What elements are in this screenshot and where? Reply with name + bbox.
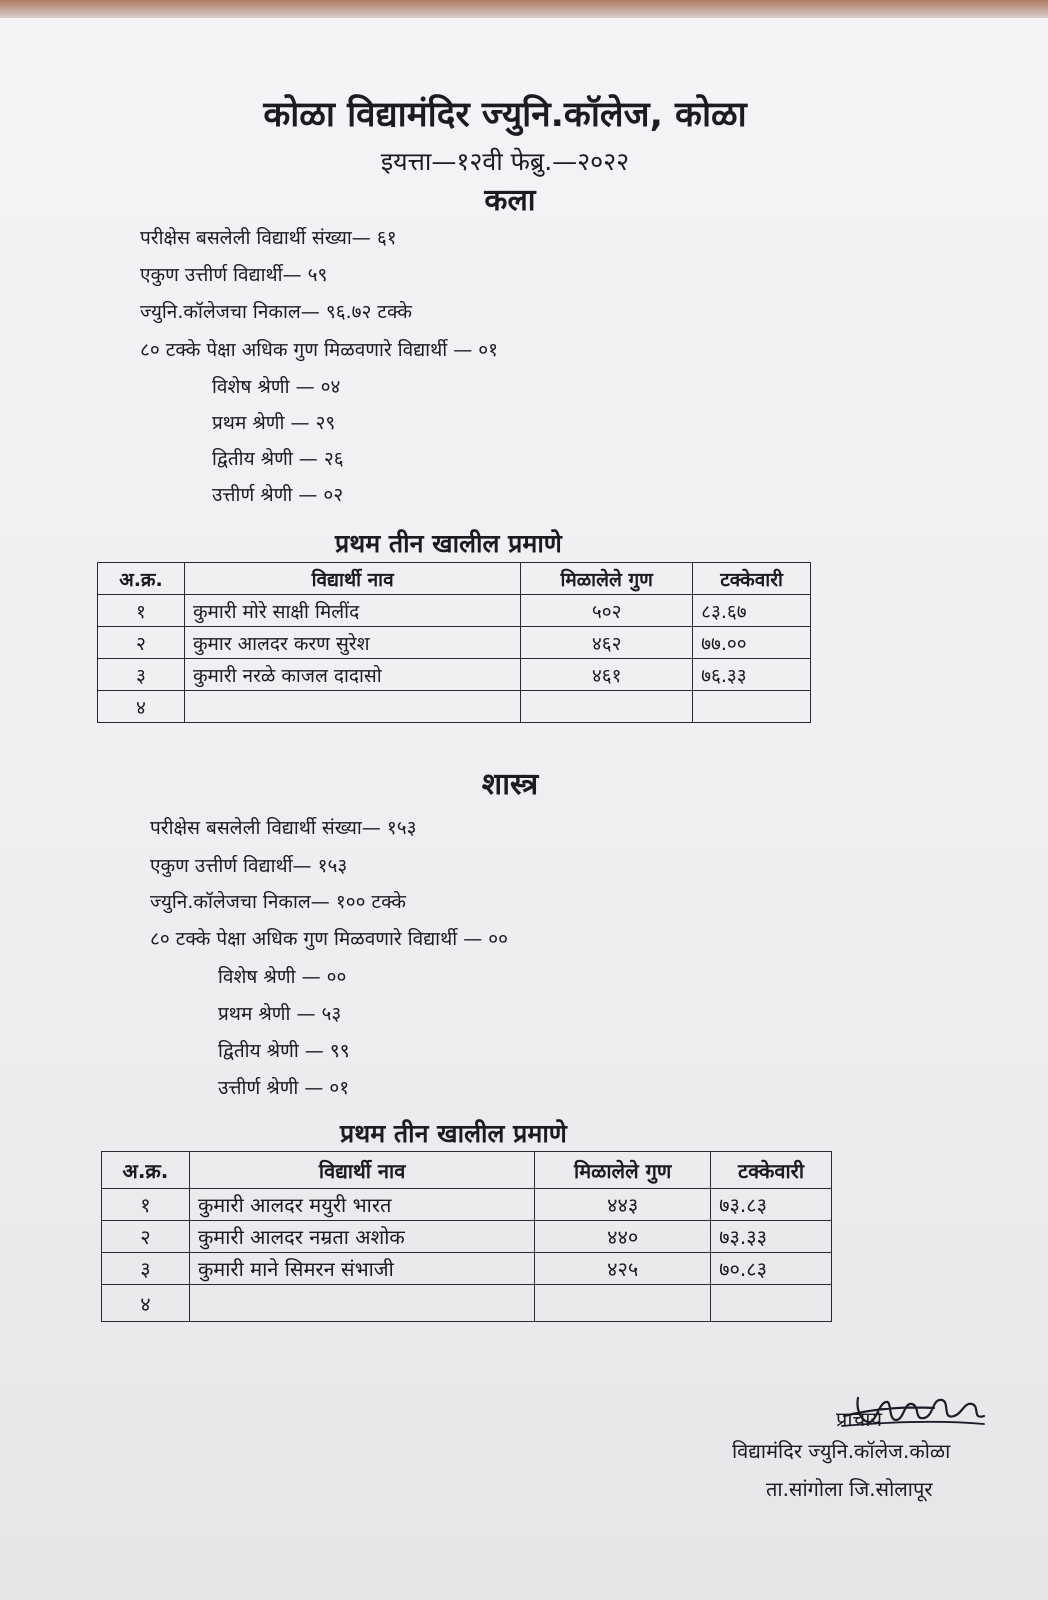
marks-cell: ४४० [535,1221,711,1253]
header-serial: अ.क्र. [98,563,185,595]
table-row [102,1221,832,1253]
serial-cell: ४ [102,1285,190,1322]
arts-stat-above-80: ८० टक्के पेक्षा अधिक गुण मिळवणारे विद्यार्थी — ०१ [140,339,498,361]
table-header-row [98,563,811,595]
table-row [102,1189,832,1221]
science-grade-first: प्रथम श्रेणी — ५३ [218,1003,342,1025]
table-row [102,1253,832,1285]
science-stat-appeared: परीक्षेस बसलेली विद्यार्थी संख्या— १५३ [150,817,417,839]
header-percentage: टक्केवारी [711,1152,832,1189]
name-cell: कुमारी मोरे साक्षी मिलींद [184,595,520,627]
science-grade-distinction: विशेष श्रेणी — ०० [218,966,347,988]
name-cell: कुमार आलदर करण सुरेश [184,627,520,659]
table-header-row [102,1152,832,1189]
arts-grade-pass: उत्तीर्ण श्रेणी — ०२ [212,484,344,506]
marks-cell: ४६२ [521,627,693,659]
header-student-name: विद्यार्थी नाव [189,1152,534,1189]
arts-top-three-heading: प्रथम तीन खालील प्रमाणे [335,529,562,558]
serial-cell: ३ [98,659,185,691]
marks-cell: ४६१ [521,659,693,691]
header-serial: अ.क्र. [102,1152,190,1189]
marks-cell: ४४३ [535,1189,711,1221]
header-percentage: टक्केवारी [693,563,811,595]
marks-cell [521,691,693,723]
percentage-cell: ८३.६७ [693,595,811,627]
science-top-three-heading: प्रथम तीन खालील प्रमाणे [340,1119,567,1148]
percentage-cell: ७३.८३ [711,1189,832,1221]
arts-grade-second: द्वितीय श्रेणी — २६ [212,448,344,470]
percentage-cell: ७६.३३ [693,659,811,691]
percentage-cell [711,1285,832,1322]
header-marks: मिळालेले गुण [521,563,693,595]
serial-cell: २ [98,627,185,659]
name-cell: कुमारी आलदर नम्रता अशोक [189,1221,534,1253]
college-title: कोळा विद्यामंदिर ज्युनि.कॉलेज, कोळा [263,95,747,135]
name-cell: कुमारी माने सिमरन संभाजी [189,1253,534,1285]
percentage-cell: ७३.३३ [711,1221,832,1253]
science-top-three-table [101,1151,832,1322]
exam-subtitle: इयत्ता—१२वी फेब्रु.—२०२२ [380,147,630,176]
science-stat-result: ज्युनि.कॉलेजचा निकाल— १०० टक्के [150,891,407,913]
name-cell: कुमारी नरळे काजल दादासो [184,659,520,691]
footer-address: ता.सांगोला जि.सोलापूर [766,1477,933,1501]
name-cell [189,1285,534,1322]
arts-stat-result: ज्युनि.कॉलेजचा निकाल— ९६.७२ टक्के [140,301,412,323]
percentage-cell [693,691,811,723]
marks-cell: ५०२ [521,595,693,627]
table-row [98,659,811,691]
serial-cell: १ [98,595,185,627]
science-stat-passed: एकुण उत्तीर्ण विद्यार्थी— १५३ [150,855,348,877]
header-student-name: विद्यार्थी नाव [184,563,520,595]
arts-top-three-table [97,562,811,723]
arts-grade-first: प्रथम श्रेणी — २९ [212,412,336,434]
arts-stat-appeared: परीक्षेस बसलेली विद्यार्थी संख्या— ६१ [140,227,397,249]
document-page [0,18,1048,1600]
footer-college: विद्यामंदिर ज्युनि.कॉलेज.कोळा [732,1439,951,1463]
serial-cell: २ [102,1221,190,1253]
name-cell: कुमारी आलदर मयुरी भारत [189,1189,534,1221]
header-marks: मिळालेले गुण [535,1152,711,1189]
marks-cell: ४२५ [535,1253,711,1285]
percentage-cell: ७७.०० [693,627,811,659]
science-section-title: शास्त्र [481,767,539,802]
science-stat-above-80: ८० टक्के पेक्षा अधिक गुण मिळवणारे विद्यार्थी — ०० [150,928,508,950]
percentage-cell: ७०.८३ [711,1253,832,1285]
arts-stat-passed: एकुण उत्तीर्ण विद्यार्थी— ५९ [140,264,328,286]
arts-grade-distinction: विशेष श्रेणी — ०४ [212,376,341,398]
serial-cell: ३ [102,1253,190,1285]
principal-designation: प्राचार्य [836,1407,883,1431]
photo-top-edge [0,0,1048,18]
table-row [102,1285,832,1322]
table-row [98,595,811,627]
serial-cell: ४ [98,691,185,723]
table-row [98,627,811,659]
table-row [98,691,811,723]
serial-cell: १ [102,1189,190,1221]
arts-section-title: कला [484,183,536,218]
science-grade-second: द्वितीय श्रेणी — ९९ [218,1040,350,1062]
name-cell [184,691,520,723]
science-grade-pass: उत्तीर्ण श्रेणी — ०१ [218,1077,350,1099]
marks-cell [535,1285,711,1322]
